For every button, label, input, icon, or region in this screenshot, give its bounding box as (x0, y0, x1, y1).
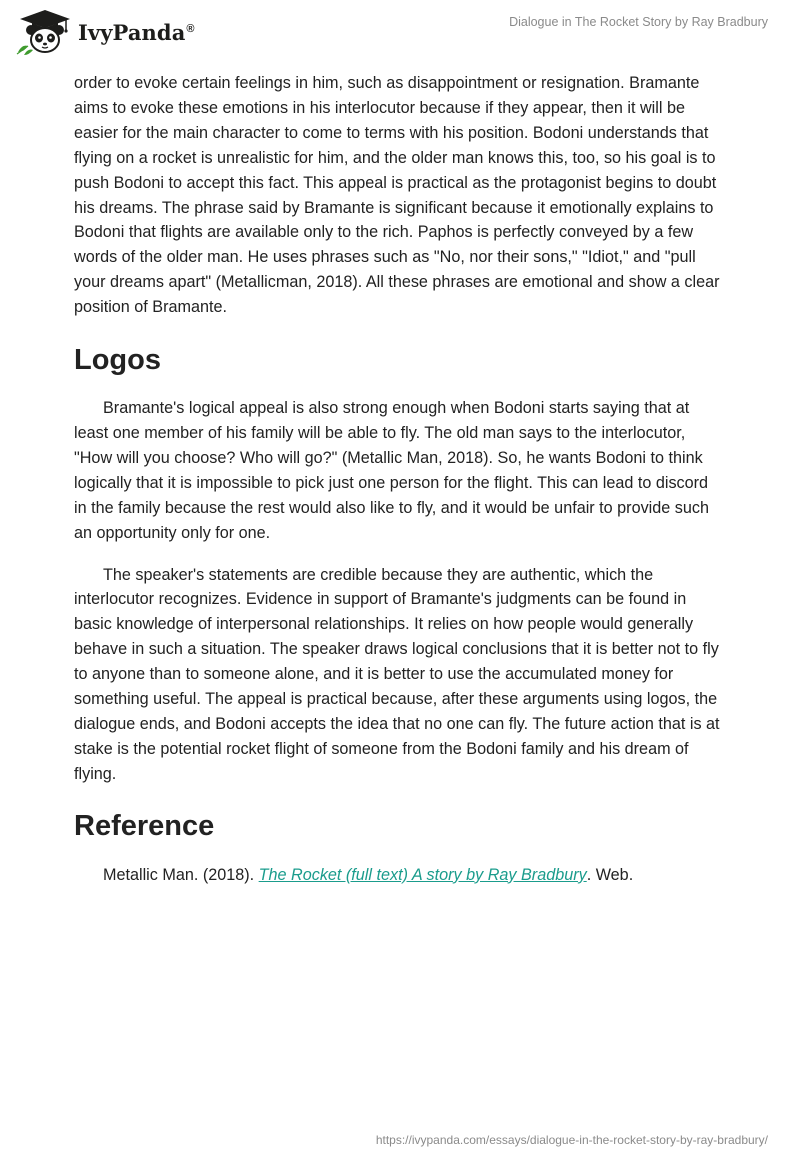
article-content (74, 71, 724, 888)
paragraph-logos-1: Bramante's logical appeal is also strong enough when Bodoni starts saying that at least one member of his family will be able to fly. The old man says to the interlocutor, "How will you choose? Who will go?" (Metallic Man, 2018). So, he wants Bodoni to think logically that it is impossible to pick just one person for the flight. This can lead to discord in the family because the rest would also like to fly, and it would be unfair to provide such an opportunity only for one. (74, 399, 709, 542)
paragraph-logos-2: The speaker's statements are credible because they are authentic, which the interlocutor recognizes. Evidence in support of Bramante's judgments can be found in basic knowledge of interpersonal relationships. It relies on how people would generally behave in such a situation. The speaker draws logical conclusions that it is better not to fly to anyone than to someone alone, and it is better to use the accumulated money for something useful. The appeal is practical because, after these arguments using logos, the dialogue ends, and Bodoni accepts the idea that no one can fly. The future action that is at stake is the potential rocket flight of someone from the Bodoni family and his dream of flying. (74, 565, 720, 783)
brand-logo[interactable] (14, 8, 204, 56)
page-header (0, 0, 800, 70)
heading-reference: Reference (74, 809, 215, 842)
panda-logo-icon (14, 8, 76, 56)
heading-logos: Logos (74, 344, 161, 377)
footer-url: https://ivypanda.com/essays/dialogue-in-the-rocket-story-by-ray-bradbury/ (375, 1133, 768, 1147)
registered-mark: ® (186, 22, 195, 35)
reference-link[interactable]: The Rocket (full text) A story by Ray Bradbury (258, 865, 587, 884)
brand-name (78, 20, 195, 45)
reference-entry (74, 863, 724, 888)
brand-name-text: IvyPanda (78, 19, 186, 45)
reference-prefix: Metallic Man. (2018). (103, 865, 259, 884)
paragraph-intro: order to evoke certain feelings in him, such as disappointment or resignation. Bramante aims to evoke these emotions in his interlocutor because if they appear, then it will be easier for the main character to come to terms with his position. Bodoni understands that flying on a rocket is unrealistic for him, and the older man knows this, too, so his goal is to push Bodoni to accept this fact. This appeal is practical as the protagonist begins to doubt his dreams. The phrase said by Bramante is significant because it emotionally explains to Bodoni that flights are available only to the rich. Paphos is perfectly conveyed by a few words of the older man. He uses phrases such as "No, nor their sons," "Idiot," and "pull your dreams apart" (Metallicman, 2018). All these phrases are emotional and show a clear position of Bramante. (74, 74, 720, 317)
reference-suffix: . Web. (586, 865, 634, 884)
document-title: Dialogue in The Rocket Story by Ray Bradbury (509, 15, 768, 29)
